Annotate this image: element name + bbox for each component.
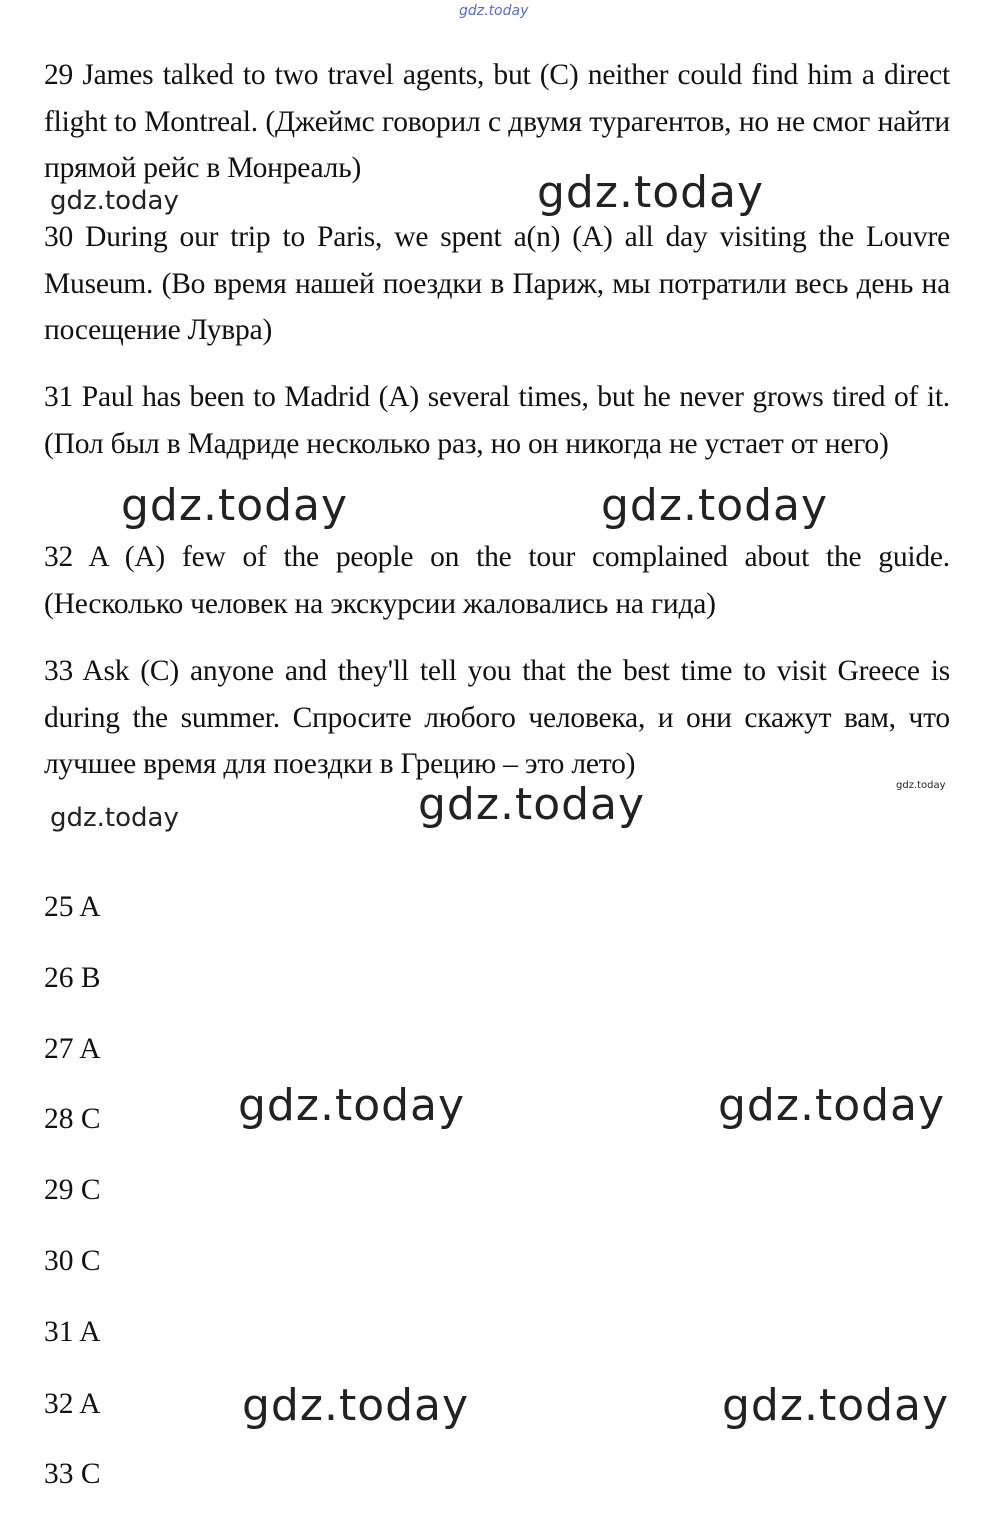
watermark: gdz.today: [418, 779, 646, 830]
watermark: gdz.today: [50, 186, 179, 216]
watermark: gdz.today: [242, 1380, 470, 1431]
exercise-32-text: 32 A (A) few of the people on the tour complained about the guide. (Несколько человек на экскурсии жаловались на гида): [44, 541, 950, 620]
watermark: gdz.today: [537, 167, 765, 218]
watermark: gdz.today: [896, 780, 946, 791]
exercise-31-text: 31 Paul has been to Madrid (A) several times, but he never grows tired of it. (Пол был в Мадриде несколько раз, но он никогда не устает от него): [44, 381, 950, 460]
exercise-33-text: 33 Ask (C) anyone and they'll tell you that the best time to visit Greece is during the summer. Спросите любого человека, и они скажут вам, что лучшее время для поездки в Грецию – это лето): [44, 655, 950, 780]
answer-32: 32 A: [44, 1388, 101, 1420]
watermark: gdz.today: [50, 803, 179, 833]
watermark-top: gdz.today: [459, 3, 529, 19]
watermark: gdz.today: [722, 1380, 950, 1431]
answer-31: 31 A: [44, 1316, 101, 1348]
watermark: gdz.today: [601, 480, 829, 531]
answer-30: 30 C: [44, 1245, 101, 1277]
answer-33: 33 C: [44, 1458, 101, 1490]
watermark: gdz.today: [238, 1080, 466, 1131]
answer-26: 26 B: [44, 962, 101, 994]
answer-28: 28 C: [44, 1103, 101, 1135]
exercise-30-text: 30 During our trip to Paris, we spent a(n) (A) all day visiting the Louvre Museum. (Во время нашей поездки в Париж, мы потратили весь день на посещение Лувра): [44, 221, 950, 346]
exercise-29-text: 29 James talked to two travel agents, but (C) neither could find him a direct flight to Montreal. (Джеймс говорил с двумя турагентов, но не смог найти прямой рейс в Монреаль): [44, 59, 950, 184]
answer-25: 25 A: [44, 891, 101, 923]
answer-29: 29 C: [44, 1174, 101, 1206]
watermark: gdz.today: [121, 480, 349, 531]
answer-27: 27 A: [44, 1033, 101, 1065]
watermark: gdz.today: [718, 1080, 946, 1131]
